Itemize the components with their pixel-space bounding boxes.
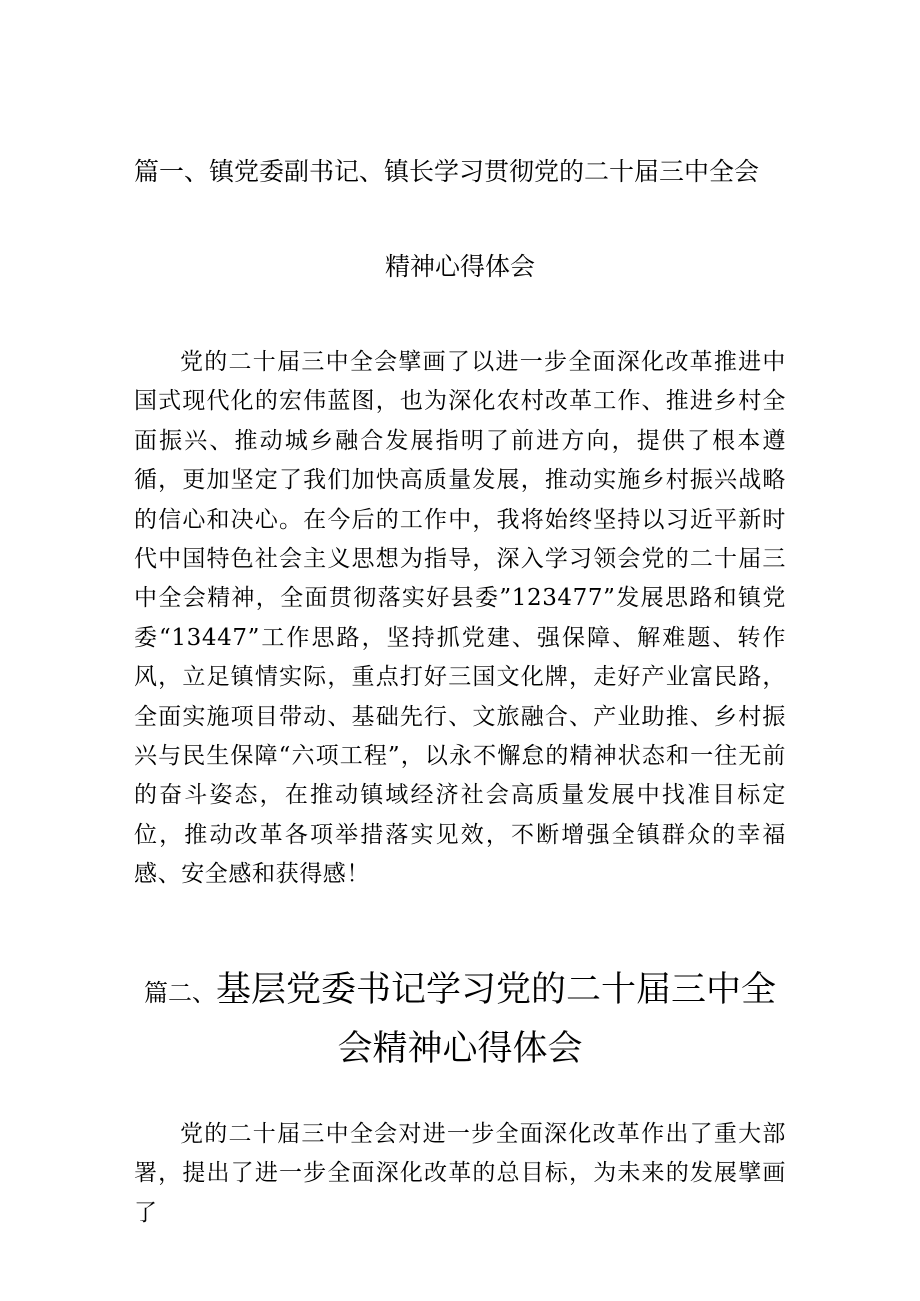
article-1-title-line-2: 精神心得体会 <box>384 252 535 281</box>
article-2-title-prefix: 篇二、 <box>143 979 216 1007</box>
article-1-title-line-1: 篇一、镇党委副书记、镇长学习贯彻党的二十届三中全会 <box>134 157 760 186</box>
article-2-body-paragraph: 党的二十届三中全会对进一步全面深化改革作出了重大部署，提出了进一步全面深化改革的总目标，为未来的发展擘画了 <box>134 1121 786 1226</box>
article-1-body-paragraph: 党的二十届三中全会擘画了以进一步全面深化改革推进中国式现代化的宏伟蓝图，也为深化农村改革工作、推进乡村全面振兴、推动城乡融合发展指明了前进方向，提供了根本遵循，更加坚定了我们加快高质量发展，推动实施乡村振兴战略的信心和决心。在今后的工作中，我将始终坚持以习近平新时代中国特色社会主义思想为指导，深入学习领会党的二十届三中全会精神，全面贯彻落实好县委”123477”发展思路和镇党委“13447”工作思路，坚持抓党建、强保障、解难题、转作风，立足镇情实际，重点打好三国文化牌，走好产业富民路，全面实施项目带动、基础先行、文旅融合、产业助推、乡村振兴与民生保障“六项工程”，以永不懈怠的精神状态和一往无前的奋斗姿态，在推动镇域经济社会高质量发展中找准目标定位，推动改革各项举措落实见效，不断增强全镇群众的幸福感、安全感和获得感！ <box>134 349 786 888</box>
article-2-title <box>134 962 786 1077</box>
article-2-title-main: 基层党委书记学习党的二十届三中全会精神心得体会 <box>215 970 776 1069</box>
